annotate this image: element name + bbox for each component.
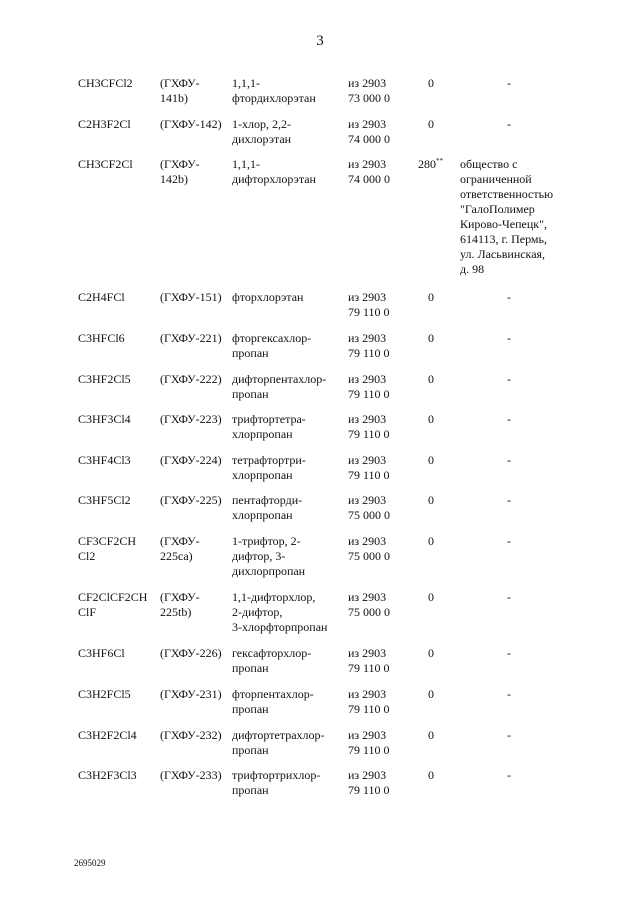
- quota-value: 0: [428, 493, 434, 507]
- refrigerant-code-cell: (ГХФУ-233): [160, 768, 222, 782]
- refrigerant-code-cell: (ГХФУ-231): [160, 687, 222, 701]
- refrigerant-code-cell: (ГХФУ- 225tb): [160, 590, 200, 619]
- organization-cell: -: [507, 768, 511, 782]
- formula-cell: C3HFCl6: [78, 331, 125, 345]
- substance-name-cell: дифтортетрахлор- пропан: [232, 728, 325, 757]
- hs-code-cell: из 2903 79 110 0: [348, 290, 390, 319]
- organization-cell: -: [507, 493, 511, 507]
- substance-name-cell: фторхлорэтан: [232, 290, 304, 304]
- quota-cell: [428, 453, 468, 468]
- quota-cell: [428, 117, 468, 132]
- quota-cell: [428, 534, 468, 549]
- quota-cell: [428, 646, 468, 661]
- organization-cell: -: [507, 290, 511, 304]
- refrigerant-code-cell: (ГХФУ-142): [160, 117, 222, 131]
- quota-cell: [428, 76, 468, 91]
- formula-cell: C2H4FCl: [78, 290, 125, 304]
- quota-value: 0: [428, 534, 434, 548]
- hs-code-cell: из 2903 79 110 0: [348, 728, 390, 757]
- quota-footnote-mark: **: [436, 157, 443, 165]
- formula-cell: C3HF5Cl2: [78, 493, 131, 507]
- hs-code-cell: из 2903 75 000 0: [348, 590, 390, 619]
- formula-cell: C3HF4Cl3: [78, 453, 131, 467]
- organization-cell: -: [507, 687, 511, 701]
- refrigerant-code-cell: (ГХФУ-225): [160, 493, 222, 507]
- substance-name-cell: пентафторди- хлорпропан: [232, 493, 303, 522]
- quota-cell: [428, 590, 468, 605]
- quota-value: 0: [428, 728, 434, 742]
- quota-value: 0: [428, 290, 434, 304]
- formula-cell: C3HF6Cl: [78, 646, 125, 660]
- substance-name-cell: 1,1,1- дифторхлорэтан: [232, 157, 316, 186]
- substance-name-cell: трифтортрихлор- пропан: [232, 768, 321, 797]
- quota-cell: [428, 331, 468, 346]
- hs-code-cell: из 2903 79 110 0: [348, 646, 390, 675]
- organization-cell: -: [507, 117, 511, 131]
- quota-value: 280: [418, 157, 436, 171]
- organization-cell: -: [507, 646, 511, 660]
- refrigerant-code-cell: (ГХФУ- 142b): [160, 157, 200, 186]
- hs-code-cell: из 2903 79 110 0: [348, 372, 390, 401]
- quota-value: 0: [428, 372, 434, 386]
- quota-cell: [428, 372, 468, 387]
- hs-code-cell: из 2903 79 110 0: [348, 412, 390, 441]
- quota-value: 0: [428, 453, 434, 467]
- hs-code-cell: из 2903 75 000 0: [348, 534, 390, 563]
- substance-name-cell: фторпентахлор- пропан: [232, 687, 314, 716]
- organization-cell: -: [507, 590, 511, 604]
- substance-name-cell: 1-хлор, 2,2- дихлорэтан: [232, 117, 292, 146]
- document-id: 2695029: [74, 858, 106, 868]
- refrigerant-code-cell: (ГХФУ- 141b): [160, 76, 200, 105]
- hs-code-cell: из 2903 74 000 0: [348, 117, 390, 146]
- organization-cell: -: [507, 331, 511, 345]
- formula-cell: C3HF3Cl4: [78, 412, 131, 426]
- hs-code-cell: из 2903 79 110 0: [348, 453, 390, 482]
- quota-cell: [428, 728, 468, 743]
- organization-cell: -: [507, 412, 511, 426]
- substance-name-cell: 1,1-дифторхлор, 2-дифтор, 3-хлорфторпропан: [232, 590, 328, 634]
- hs-code-cell: из 2903 73 000 0: [348, 76, 390, 105]
- refrigerant-code-cell: (ГХФУ-226): [160, 646, 222, 660]
- substance-name-cell: фторгексахлор- пропан: [232, 331, 312, 360]
- formula-cell: C3H2F3Cl3: [78, 768, 137, 782]
- quota-value: 0: [428, 117, 434, 131]
- substance-name-cell: трифтортетра- хлорпропан: [232, 412, 306, 441]
- formula-cell: C3H2F2Cl4: [78, 728, 137, 742]
- quota-value: 0: [428, 412, 434, 426]
- organization-cell: -: [507, 76, 511, 90]
- organization-cell: -: [507, 728, 511, 742]
- formula-cell: C2H3F2Cl: [78, 117, 131, 131]
- refrigerant-code-cell: (ГХФУ-151): [160, 290, 222, 304]
- quota-value: 0: [428, 590, 434, 604]
- formula-cell: C3HF2Cl5: [78, 372, 131, 386]
- substance-name-cell: 1-трифтор, 2- дифтор, 3- дихлорпропан: [232, 534, 306, 578]
- quota-value: 0: [428, 768, 434, 782]
- quota-cell: [428, 493, 468, 508]
- hs-code-cell: из 2903 79 110 0: [348, 768, 390, 797]
- organization-cell: -: [507, 453, 511, 467]
- substance-name-cell: дифторпентахлор- пропан: [232, 372, 327, 401]
- organization-cell: -: [507, 372, 511, 386]
- organization-cell: -: [507, 534, 511, 548]
- quota-cell: [428, 290, 468, 305]
- quota-value: 0: [428, 646, 434, 660]
- quota-cell: [418, 157, 458, 172]
- hs-code-cell: из 2903 79 110 0: [348, 331, 390, 360]
- quota-value: 0: [428, 687, 434, 701]
- refrigerant-code-cell: (ГХФУ-232): [160, 728, 222, 742]
- hs-code-cell: из 2903 74 000 0: [348, 157, 390, 186]
- quota-cell: [428, 412, 468, 427]
- refrigerant-code-cell: (ГХФУ-221): [160, 331, 222, 345]
- formula-cell: CH3CF2Cl: [78, 157, 133, 171]
- hs-code-cell: из 2903 79 110 0: [348, 687, 390, 716]
- refrigerant-code-cell: (ГХФУ- 225ca): [160, 534, 200, 563]
- hs-code-cell: из 2903 75 000 0: [348, 493, 390, 522]
- formula-cell: C3H2FCl5: [78, 687, 131, 701]
- quota-value: 0: [428, 331, 434, 345]
- formula-cell: CF2ClCF2CH ClF: [78, 590, 148, 619]
- substance-name-cell: гексафторхлор- пропан: [232, 646, 312, 675]
- substance-name-cell: тетрафтортри- хлорпропан: [232, 453, 306, 482]
- refrigerant-code-cell: (ГХФУ-224): [160, 453, 222, 467]
- quota-cell: [428, 768, 468, 783]
- page-number: 3: [316, 33, 324, 49]
- formula-cell: CF3CF2CH Cl2: [78, 534, 137, 563]
- refrigerant-code-cell: (ГХФУ-222): [160, 372, 222, 386]
- refrigerant-code-cell: (ГХФУ-223): [160, 412, 222, 426]
- quota-cell: [428, 687, 468, 702]
- organization-cell: общество с ограниченной ответственностью "ГалоПолимер Кирово-Чепецк", 614113, г. Пермь, ул. Ласьвинская, д. 98: [460, 157, 554, 276]
- formula-cell: CH3CFCl2: [78, 76, 133, 90]
- quota-value: 0: [428, 76, 434, 90]
- substance-name-cell: 1,1,1- фтордихлорэтан: [232, 76, 316, 105]
